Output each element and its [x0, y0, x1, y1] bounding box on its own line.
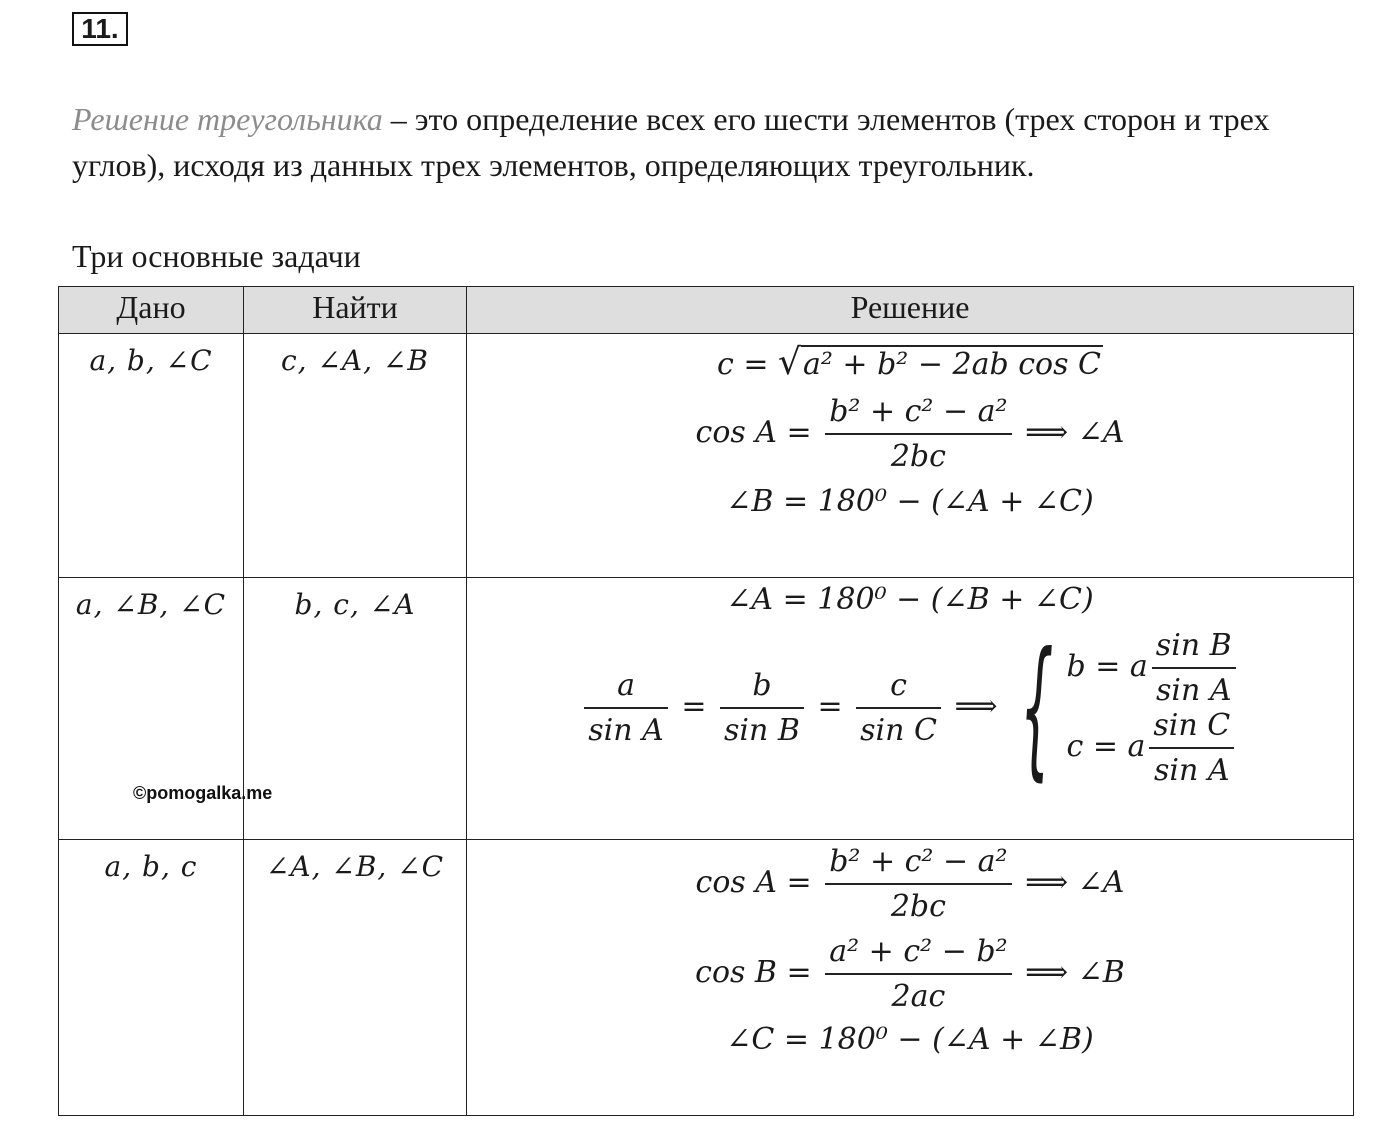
formula-angle-c: ∠C = 180⁰ − (∠A + ∠B) — [726, 1022, 1094, 1057]
find-cell: c, ∠A, ∠B — [244, 334, 467, 578]
intro-text: – это определение всех его шести элементов (трех сторон и трех углов), исходя из данных трех элементов, определяющих треугольник. — [72, 101, 1270, 183]
formula-law-of-sines: $\frac{a}{\text{sin A}}$ = $\frac{b}{\text{sin B}}$ = $\frac{c}{\text{sin C}}$ ⟹ { b = a $\frac{\text{sin B}}{\text{sin A}}$ c = a $\frac{\text{sin C}}{\text{sin A}}$ — [467, 628, 1353, 788]
find-cell: b, c, ∠A — [244, 578, 467, 840]
intro-paragraph — [72, 96, 1332, 188]
equation-system: b = a $\frac{\text{sin B}}{\text{sin A}}$ c = a $\frac{\text{sin C}}{\text{sin A}}$ — [1066, 628, 1239, 788]
formula-cos-b: cos B = $\frac{\text{a² + c² − b²}}{2ac}$ ⟹ ∠B — [695, 934, 1125, 1014]
find-cell: ∠A, ∠B, ∠C — [244, 840, 467, 1116]
solution-cell — [467, 578, 1354, 840]
table-row — [59, 334, 1354, 578]
given-cell: a, b, c — [59, 840, 244, 1116]
solution-cell — [467, 840, 1354, 1116]
solution-cell — [467, 334, 1354, 578]
formula-angle-b: ∠B = 180⁰ − (∠A + ∠C) — [726, 484, 1094, 519]
formula-law-of-cosines: c = √a² + b² − 2ab cos C — [717, 342, 1101, 383]
tasks-table — [58, 286, 1354, 1116]
header-solution: Решение — [467, 287, 1354, 334]
problem-number: 11. — [72, 12, 128, 46]
given-cell: a, b, ∠C — [59, 334, 244, 578]
table-header-row — [59, 287, 1354, 334]
formula-angle-a: ∠A = 180⁰ − (∠B + ∠C) — [726, 582, 1094, 617]
table-row — [59, 840, 1354, 1116]
given-cell: a, ∠B, ∠C — [59, 578, 244, 840]
header-find: Найти — [244, 287, 467, 334]
intro-term: Решение треугольника — [72, 101, 383, 137]
header-given: Дано — [59, 287, 244, 334]
formula-cos-a: cos A = $\frac{\text{b² + c² − a²}}{2bc}$ ⟹ ∠A — [695, 394, 1125, 474]
left-brace-icon: { — [1020, 621, 1054, 795]
watermark: ©pomogalka.me — [133, 783, 273, 803]
formula-cos-a: cos A = $\frac{\text{b² + c² − a²}}{2bc}$ ⟹ ∠A — [695, 844, 1125, 924]
table-caption: Три основные задачи — [72, 238, 361, 274]
